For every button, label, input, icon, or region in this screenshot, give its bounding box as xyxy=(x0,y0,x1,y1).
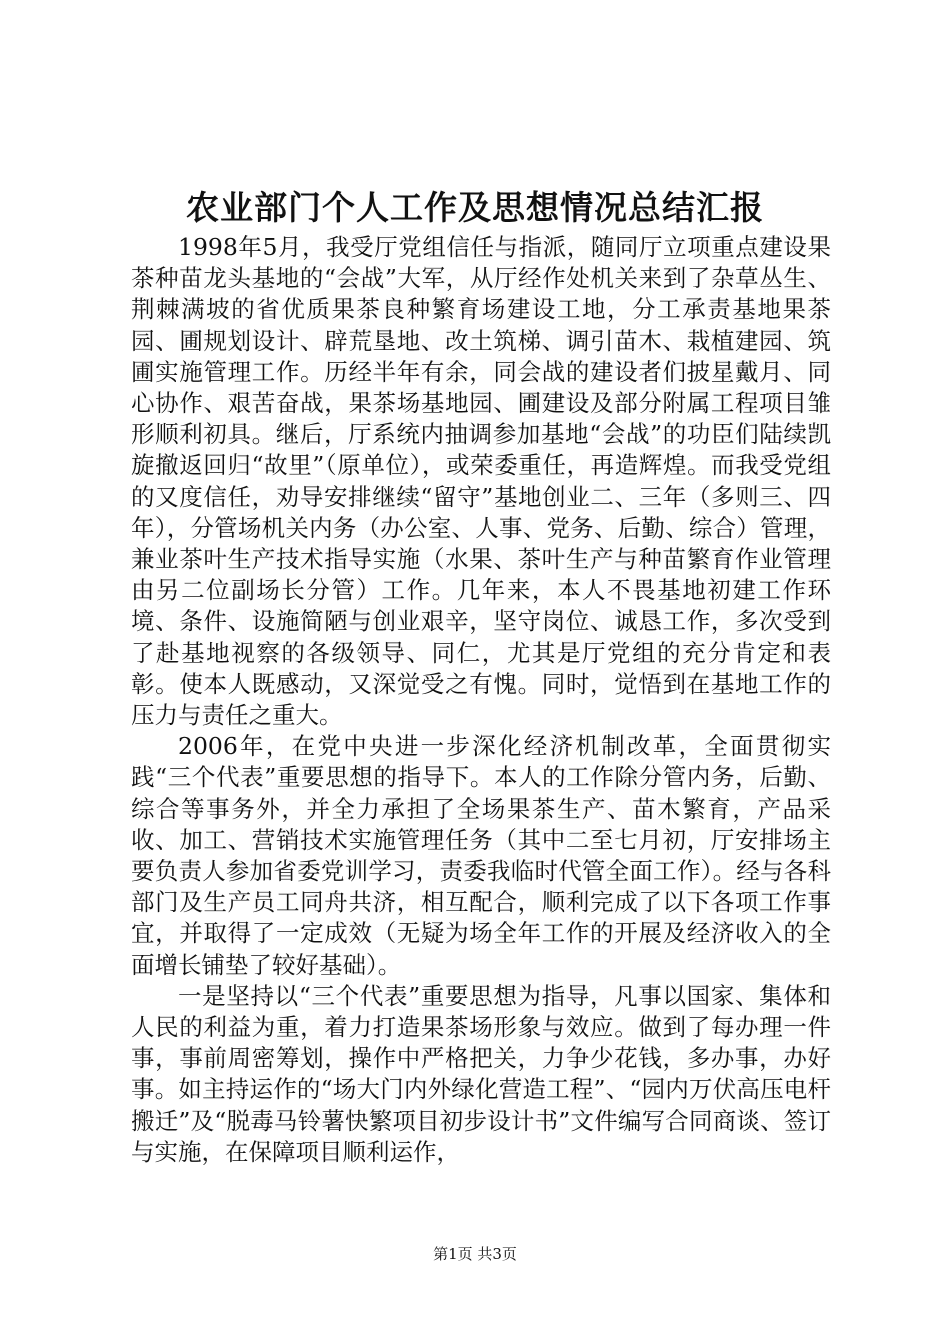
paragraph-1: 1998年5月，我受厅党组信任与指派，随同厅立项重点建设果茶种苗龙头基地的“会战”大军，从厅经作处机关来到了杂草丛生、荆棘满坡的省优质果茶良种繁育场建设工地，分工承责基地果茶园、圃规划设计、辟荒垦地、改土筑梯、调引苗木、栽植建园、筑圃实施管理工作。历经半年有余，同会战的建设者们披星戴月、同心协作、艰苦奋战，果茶场基地园、圃建设及部分附属工程项目雏形顺利初具。继后，厅系统内抽调参加基地“会战”的功臣们陆续凯旋撤返回归“故里”（原单位），或荣委重任，再造辉煌。而我受党组的又度信任，劝导安排继续“留守”基地创业二、三年（多则三、四年），分管场机关内务（办公室、人事、党务、后勤、综合）管理，兼业茶叶生产技术指导实施（水果、茶叶生产与种苗繁育作业管理由另二位副场长分管）工作。几年来，本人不畏基地初建工作环境、条件、设施简陋与创业艰辛，坚守岗位、诚恳工作，多次受到了赴基地视察的各级领导、同仁，尤其是厅党组的充分肯定和表彰。使本人既感动，又深觉受之有愧。同时，觉悟到在基地工作的压力与责任之重大。 xyxy=(131,233,831,730)
document-title: 农业部门个人工作及思想情况总结汇报 xyxy=(186,188,764,227)
document-body xyxy=(131,232,831,1168)
paragraph-3: 一是坚持以“三个代表”重要思想为指导，凡事以国家、集体和人民的利益为重，着力打造果茶场形象与效应。做到了每办理一件事，事前周密筹划，操作中严格把关，力争少花钱，多办事，办好事。如主持运作的“场大门内外绿化营造工程”、“园内万伏高压电杆搬迁”及“脱毒马铃薯快繁项目初步设计书”文件编写合同商谈、签订与实施，在保障项目顺利运作， xyxy=(131,981,831,1166)
paragraph-2: 2006年，在党中央进一步深化经济机制改革，全面贯彻实践“三个代表”重要思想的指导下。本人的工作除分管内务，后勤、综合等事务外，并全力承担了全场果茶生产、苗木繁育，产品采收、加工、营销技术实施管理任务（其中二至七月初，厅安排场主要负责人参加省委党训学习，责委我临时代管全面工作）。经与各科部门及生产员工同舟共济，相互配合，顺利完成了以下各项工作事宜，并取得了一定成效（无疑为场全年工作的开展及经济收入的全面增长铺垫了较好基础）。 xyxy=(131,732,831,979)
page-footer: 第1页 共3页 xyxy=(433,1245,517,1263)
